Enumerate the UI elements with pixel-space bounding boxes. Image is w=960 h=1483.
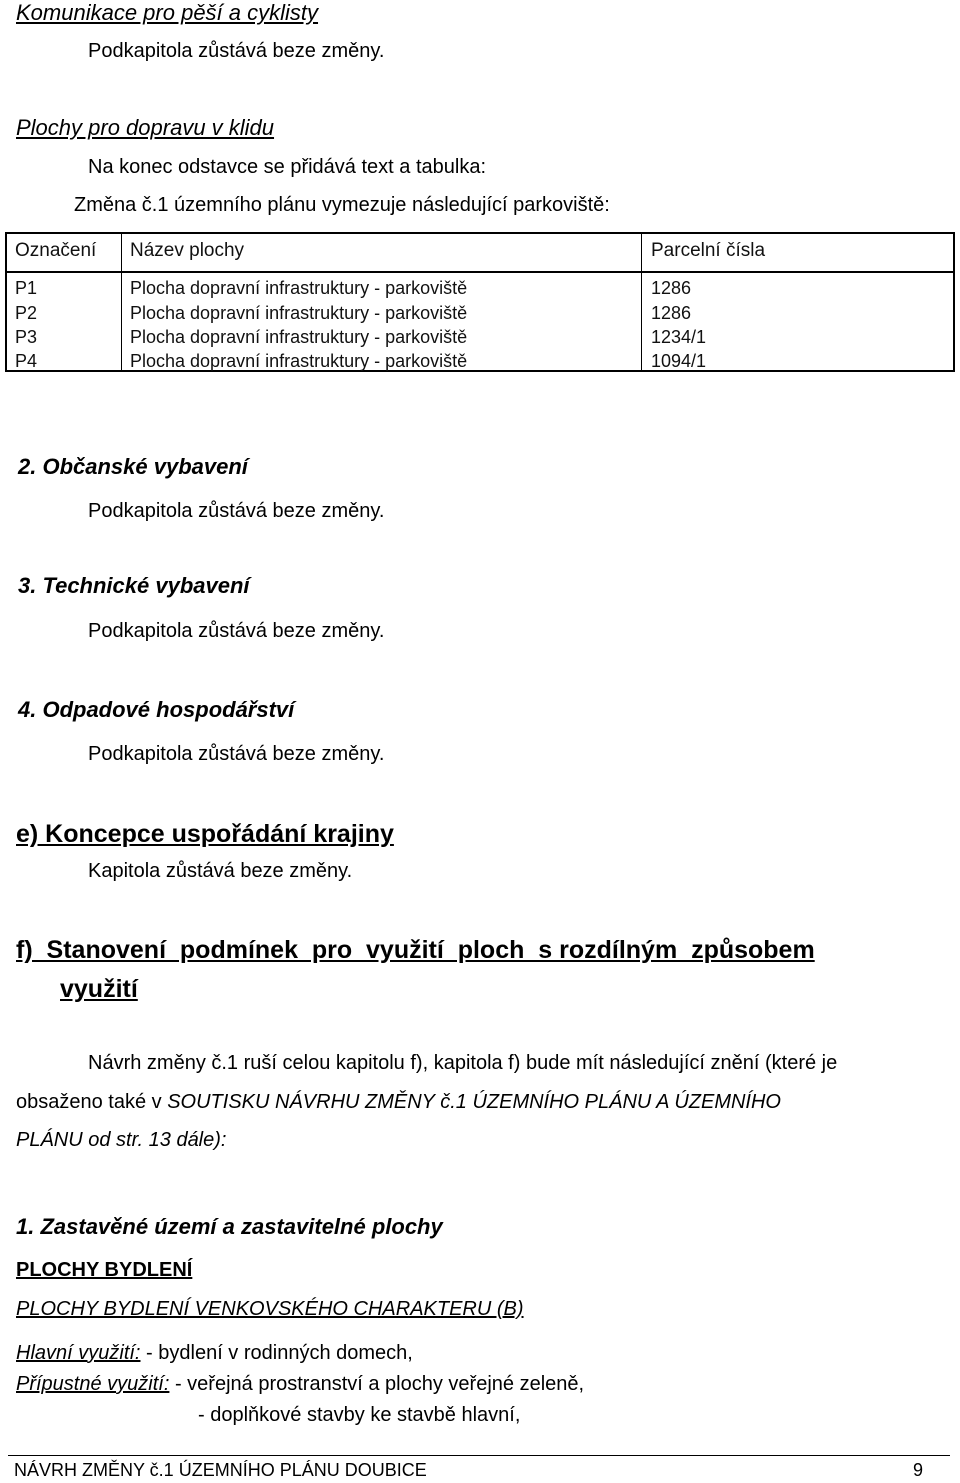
table-cell-code: P4 xyxy=(15,351,38,371)
parking-intro-2: Změna č.1 územního plánu vymezuje následující parkoviště: xyxy=(74,194,610,216)
footer-title: NÁVRH ZMĚNY č.1 ÚZEMNÍHO PLÁNU DOUBICE xyxy=(14,1460,427,1480)
built-subheading-housing: PLOCHY BYDLENÍ xyxy=(16,1259,193,1281)
waste-heading: 4. Odpadové hospodářství xyxy=(18,697,295,722)
table-col-divider xyxy=(641,234,642,370)
technical-text: Podkapitola zůstává beze změny. xyxy=(88,620,385,642)
pedestrian-heading: Komunikace pro pěší a cyklisty xyxy=(16,0,319,25)
conditions-para-line3: PLÁNU od str. 13 dále): xyxy=(16,1129,227,1151)
conditions-heading-line2: využití xyxy=(60,975,138,1003)
parking-heading: Plochy pro dopravu v klidu xyxy=(16,115,275,140)
landscape-heading: e) Koncepce uspořádání krajiny xyxy=(16,820,394,848)
civic-text: Podkapitola zůstává beze změny. xyxy=(88,500,385,522)
conditions-heading-line1: f) Stanovení podmínek pro využití ploch s rozdílným způsobem xyxy=(16,936,815,964)
conditions-para-line2-plain: obsaženo také v xyxy=(16,1091,168,1113)
main-use-text: - bydlení v rodinných domech, xyxy=(140,1342,413,1364)
table-cell-code: P2 xyxy=(15,303,38,323)
table-cell-name: Plocha dopravní infrastruktury - parkoviště xyxy=(130,278,468,298)
table-header-code: Označení xyxy=(15,240,97,261)
landscape-text: Kapitola zůstává beze změny. xyxy=(88,860,353,882)
waste-text: Podkapitola zůstává beze změny. xyxy=(88,743,385,765)
permitted-use-text: - veřejná prostranství a plochy veřejné zeleně, xyxy=(169,1373,585,1395)
table-cell-parcel: 1094/1 xyxy=(651,351,707,371)
permitted-use-label: Přípustné využití: xyxy=(16,1373,170,1395)
table-col-divider xyxy=(121,234,122,370)
main-use-line xyxy=(16,1342,413,1365)
table-cell-name: Plocha dopravní infrastruktury - parkoviště xyxy=(130,351,468,371)
table-cell-parcel: 1234/1 xyxy=(651,327,707,347)
table-cell-code: P1 xyxy=(15,278,38,298)
built-heading: 1. Zastavěné území a zastavitelné plochy xyxy=(16,1214,443,1239)
main-use-label: Hlavní využití: xyxy=(16,1342,141,1364)
table-header-divider xyxy=(7,271,953,273)
parking-table xyxy=(5,232,955,372)
table-cell-name: Plocha dopravní infrastruktury - parkoviště xyxy=(130,303,468,323)
table-cell-name: Plocha dopravní infrastruktury - parkoviště xyxy=(130,327,468,347)
civic-heading: 2. Občanské vybavení xyxy=(18,454,248,479)
parking-intro: Na konec odstavce se přidává text a tabulka: xyxy=(88,156,487,178)
footer-divider xyxy=(8,1455,950,1456)
table-cell-code: P3 xyxy=(15,327,38,347)
permitted-use-line xyxy=(16,1373,584,1396)
table-header-name: Název plochy xyxy=(130,240,245,261)
conditions-para-line2 xyxy=(16,1091,781,1114)
table-header-parcel: Parcelní čísla xyxy=(651,240,766,261)
pedestrian-text: Podkapitola zůstává beze změny. xyxy=(88,40,385,62)
conditions-para-line1: Návrh změny č.1 ruší celou kapitolu f), kapitola f) bude mít následující znění (které je xyxy=(88,1052,838,1074)
table-cell-parcel: 1286 xyxy=(651,278,692,298)
permitted-use-text-2: - doplňkové stavby ke stavbě hlavní, xyxy=(198,1404,521,1426)
table-cell-parcel: 1286 xyxy=(651,303,692,323)
footer-page-number: 9 xyxy=(913,1460,924,1480)
conditions-para-line2-italic: SOUTISKU NÁVRHU ZMĚNY č.1 ÚZEMNÍHO PLÁNU A ÚZEMNÍHO xyxy=(167,1091,781,1113)
built-subheading-rural: PLOCHY BYDLENÍ VENKOVSKÉHO CHARAKTERU (B) xyxy=(16,1298,524,1320)
technical-heading: 3. Technické vybavení xyxy=(18,573,250,598)
